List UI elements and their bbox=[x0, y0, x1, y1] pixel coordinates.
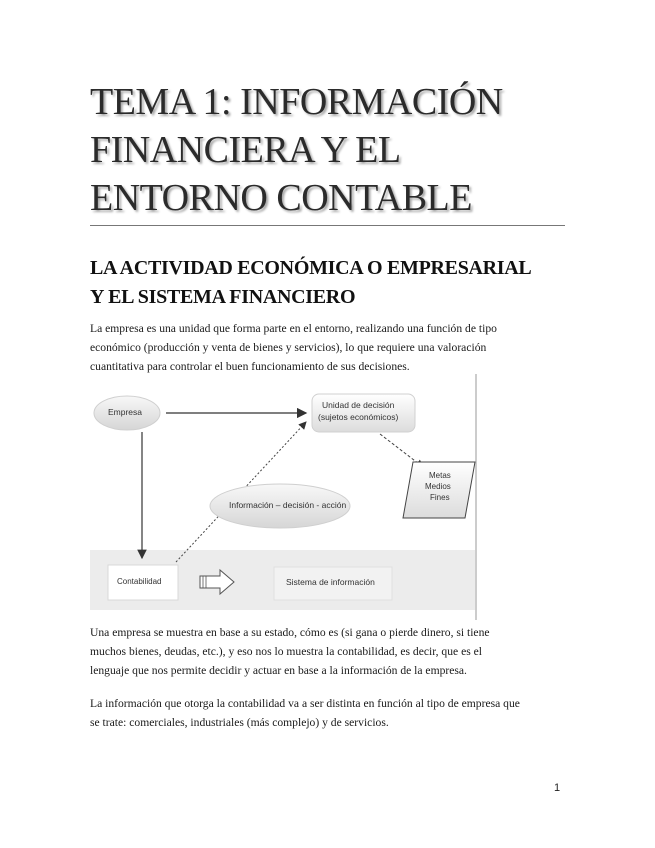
paragraph-empresa bbox=[90, 623, 570, 680]
paragraph-informacion bbox=[90, 694, 570, 732]
flow-diagram bbox=[90, 372, 480, 622]
empresa-label: Empresa bbox=[108, 407, 143, 417]
medios-label: Medios bbox=[425, 482, 451, 491]
unidad-label: Unidad de decisión bbox=[322, 400, 395, 410]
text-line: Una empresa se muestra en base a su estado, cómo es (si gana o pierde dinero, si tiene bbox=[90, 626, 490, 639]
paragraph-intro bbox=[90, 319, 570, 376]
metas-label: Metas bbox=[429, 471, 451, 480]
unidad-sublabel: (sujetos económicos) bbox=[318, 412, 399, 422]
fines-label: Fines bbox=[430, 493, 450, 502]
text-line: cuantitativa para controlar el buen funcionamiento de sus decisiones. bbox=[90, 360, 410, 373]
text-line: La empresa es una unidad que forma parte en el entorno, realizando una función de tipo bbox=[90, 322, 497, 335]
heading-line: LA ACTIVIDAD ECONÓMICA O EMPRESARIAL bbox=[90, 257, 532, 279]
text-line: muchos bienes, deudas, etc.), y eso nos lo muestra la contabilidad, es decir, que es el bbox=[90, 645, 482, 658]
title-line: ENTORNO CONTABLE bbox=[90, 177, 472, 219]
page-number: 1 bbox=[554, 782, 561, 794]
title-line: TEMA 1: INFORMACIÓN bbox=[90, 81, 503, 123]
text-line: lenguaje que nos permite decidir y actuar en base a la información de la empresa. bbox=[90, 664, 467, 677]
document-title bbox=[90, 78, 560, 222]
sistema-label: Sistema de información bbox=[286, 577, 375, 587]
informacion-label: Información – decisión - acción bbox=[229, 500, 347, 510]
text-line: económico (producción y venta de bienes y servicios), lo que requiere una valoración bbox=[90, 341, 487, 354]
heading-line: Y EL SISTEMA FINANCIERO bbox=[90, 286, 356, 308]
section-heading bbox=[90, 254, 570, 312]
contabilidad-label: Contabilidad bbox=[117, 577, 162, 586]
text-line: La información que otorga la contabilidad va a ser distinta en función al tipo de empresa que bbox=[90, 697, 520, 710]
text-line: se trate: comerciales, industriales (más complejo) y de servicios. bbox=[90, 716, 389, 729]
title-line: FINANCIERA Y EL bbox=[90, 129, 401, 171]
title-divider bbox=[90, 225, 565, 226]
